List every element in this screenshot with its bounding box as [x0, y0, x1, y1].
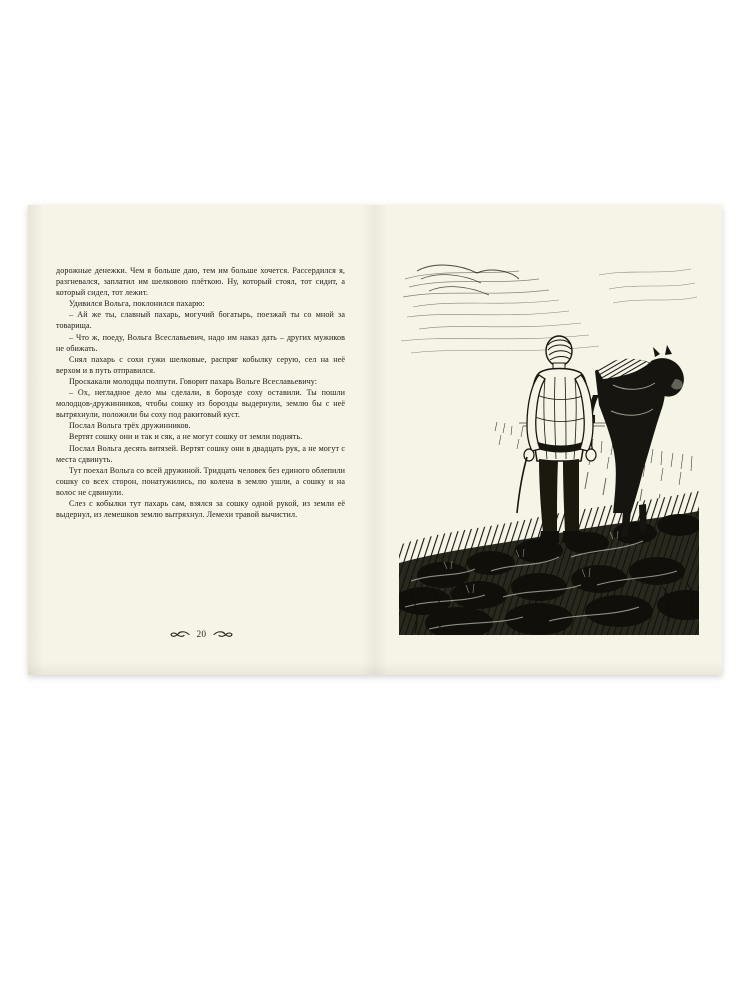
paragraph: Снял пахарь с сохи гужи шелковые, распряг кобылку серую, сел на неё верхом и в путь отправился.: [56, 354, 345, 375]
body-text-block: [56, 265, 345, 520]
paragraph: – Что ж, поеду, Вольга Всеславьевич, надо им наказ дать – других мужиков не обижать.: [56, 332, 345, 353]
paragraph: Слез с кобылки тут пахарь сам, взялся за сошку одной рукой, из земли её выдернул, из лемешков землю вытряхнул. Лемехи травой вычистил.: [56, 498, 345, 520]
ornament-right-icon: [213, 630, 233, 639]
ornament-left-icon: [170, 630, 190, 639]
paragraph: Вертят сошку они и так и сяк, а не могут сошку от земли поднять.: [69, 432, 303, 442]
paragraph: Проскакали молодцы полпути. Говорит пахарь Вольге Всеславьевичу:: [69, 376, 318, 386]
page-folio: [28, 629, 375, 639]
paragraph: Послал Вольга десять витязей. Вертят сошку они в двадцать рук, а не могут с места сдвинуть.: [56, 443, 345, 464]
left-page: [28, 205, 375, 675]
book-spread: [28, 205, 722, 675]
paragraph: Тут поехал Вольга со всей дружиной. Тридцать человек без единого облепили сошку со всех сторон, понатужились, по колена в землю ушли, а сошку и на волос не сдвинули.: [56, 465, 345, 497]
paragraph: Удивился Вольга, поклонился пахарю:: [69, 299, 205, 309]
paragraph: дорожные денежки. Чем я больше даю, тем им больше хочется. Рассердился я, разгневался, заплатил им шелковою плёткою. Ну, который стоял, тот сидит, а который сидел, тот лежит.: [56, 266, 345, 298]
right-page: [375, 205, 722, 675]
pahar-with-horse-in-field-engraving: [399, 245, 699, 635]
paragraph: – Ай же ты, славный пахарь, могучий богатырь, поезжай ты со мной за товарища.: [56, 310, 345, 331]
paragraph: – Ох, негладное дело мы сделали, в борозде соху оставили. Ты пошли молодцов-дружинников, чтобы сошку из борозды выдернули, землю бы с неё вытряхнули, положили бы соху под ракитовый куст.: [56, 388, 345, 420]
page-number: 20: [196, 629, 207, 639]
paragraph: Послал Вольга трёх дружинников.: [69, 421, 191, 431]
